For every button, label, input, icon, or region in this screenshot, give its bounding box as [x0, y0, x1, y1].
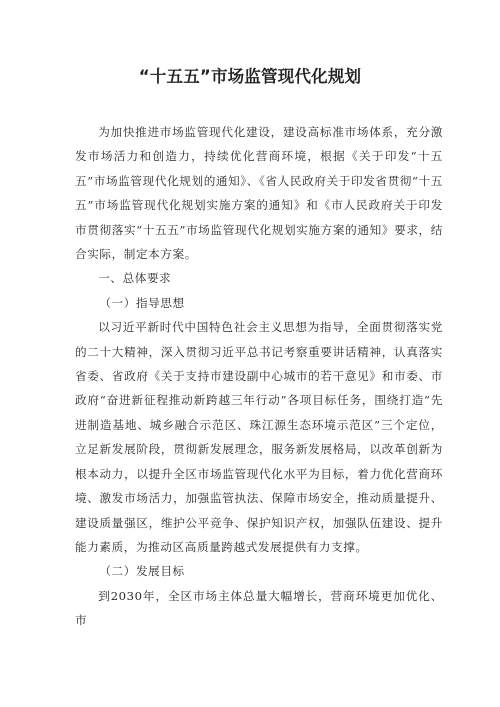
- guiding-ideology-paragraph: 以习近平新时代中国特色社会主义思想为指导，全面贯彻落实党的二十大精神，深入贯彻习近平总书记考察重要讲话精神，认真落实省委、省政府《关于支持市建设副中心城市的若干意见》和市委、市政府“奋进新征程推动新跨越三年行动”各项目标任务，围绕打造“先进制造基地、城乡融合示范区、珠江源生态环境示范区”三个定位，立足新发展阶段，贯彻新发展理念，服务新发展格局，以改革创新为根本动力，以提升全区市场监管现代化水平为目标，着力优化营商环境、激发市场活力，加强监管执法、保障市场安全，推动质量提升、建设质量强区，维护公平竞争、保护知识产权，加强队伍建设、提升能力素质，为推动区高质量跨越式发展提供有力支撑。: [75, 320, 443, 554]
- document-title: “十五五”市场监管现代化规划: [138, 67, 362, 86]
- subsection-heading-guiding-ideology: （一）指导思想: [99, 295, 185, 310]
- development-goals-paragraph: 到2030年，全区市场主体总量大幅增长，营商环境更加优化、市: [75, 588, 443, 628]
- section-heading-general-requirements: 一、总体要求: [98, 271, 172, 286]
- intro-paragraph: 为加快推进市场监管现代化建设，建设高标准市场体系，充分激发市场活力和创造力，持续优化营商环境，根据《关于印发“十五五”市场监管现代化规划的通知》、《省人民政府关于印发省贯彻“十五五”市场监管现代化规划实施方案的通知》和《市人民政府关于印发市贯彻落实“十五五”市场监管现代化规划实施方案的通知》要求，结合实际，制定本方案。: [75, 125, 443, 262]
- subsection-heading-development-goals: （二）发展目标: [99, 564, 185, 579]
- document-body: [75, 120, 443, 633]
